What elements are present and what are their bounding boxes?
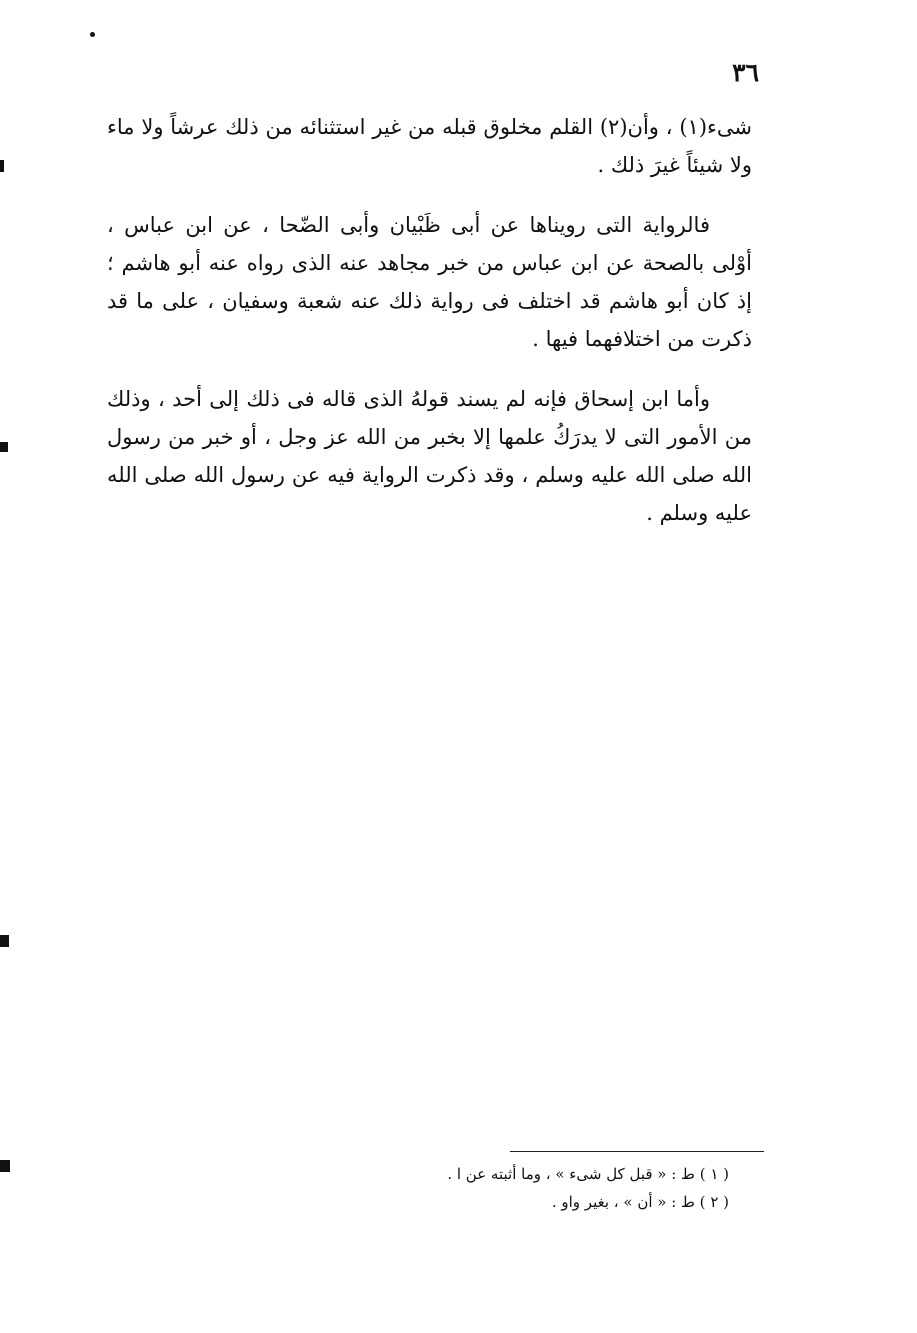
scan-edge-mark [0,160,4,172]
paragraph: شىء(١) ، وأن(٢) القلم مخلوق قبله من غير استثنائه من ذلك عرشاً ولا ماء ولا شيئاً غيرَ ذلك . [107,115,752,177]
scan-speck [90,32,95,37]
scan-edge-mark [0,442,8,452]
scan-edge-mark [0,935,9,947]
footnotes [309,1160,729,1216]
main-text [107,108,752,554]
footnote-divider [510,1151,764,1152]
paragraph: وأما ابن إسحاق فإنه لم يسند قولهُ الذى قاله فى ذلك إلى أحد ، وذلك من الأمور التى لا يدرَكُ علمها إلا بخبر من الله عز وجل ، أو خبر من رسول الله صلى الله عليه وسلم ، وقد ذكرت الرواية فيه عن رسول الله صلى الله عليه وسلم . [107,387,752,525]
paragraph: فالرواية التى رويناها عن أبى ظَبْيان وأبى الضّحا ، عن ابن عباس ، أوْلى بالصحة عن ابن عباس من خبر مجاهد عنه الذى رواه عنه أبو هاشم ؛ إذ كان أبو هاشم قد اختلف فى رواية ذلك عنه شعبة وسفيان ، على ما قد ذكرت من اختلافهما فيها . [107,213,752,351]
footnote: ( ٢ ) ط : « أن » ، بغير واو . [551,1193,729,1211]
scan-edge-mark [0,1160,10,1172]
page-number: ٣٦ [732,58,759,87]
footnote: ( ١ ) ط : « قبل كل شىء » ، وما أثبته عن ا . [447,1165,729,1183]
